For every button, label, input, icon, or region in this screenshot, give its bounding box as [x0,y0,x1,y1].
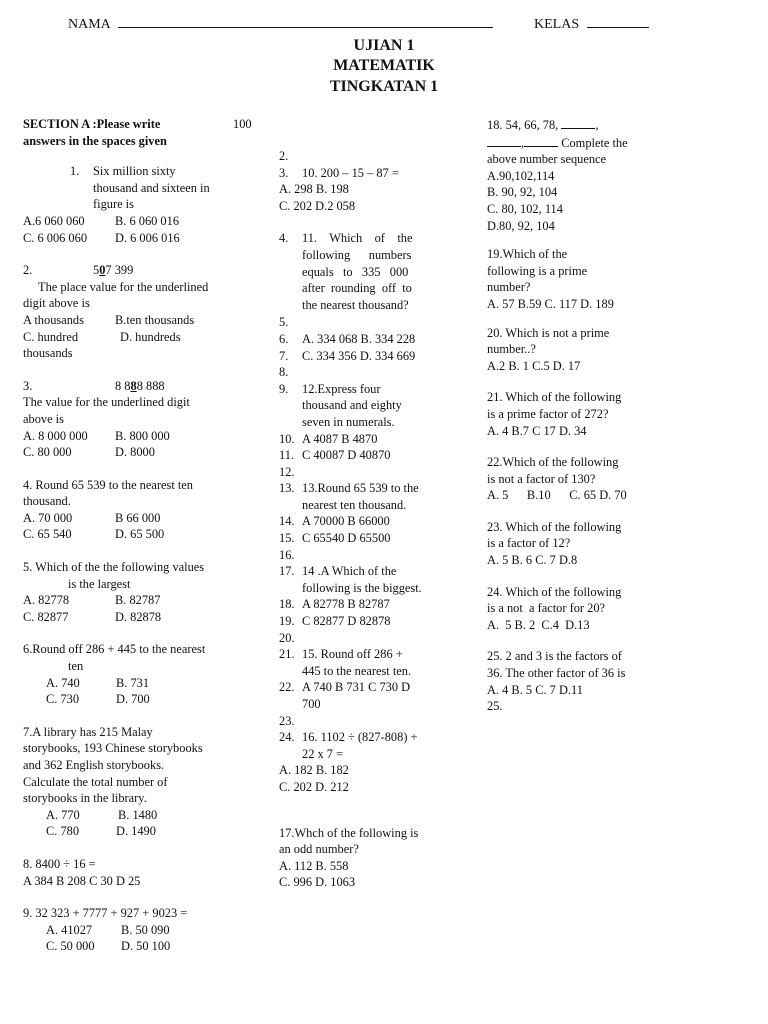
question-1: 1. Six million sixty thousand and sixteen in figure is A.6 060 060 B. 6 060 016 C. 6 006 060 D. 6 006 016 [23,163,261,246]
question-22 [487,454,645,504]
name-field-row [68,15,493,34]
q13-text-line2: nearest ten thousand. [302,497,407,512]
q14-options-cd: C 82877 D 82878 [302,614,391,629]
q7-option-c: C. 780 [46,824,80,839]
q1-text-line1: Six million sixty [93,164,176,179]
q2-option-a: A thousands [23,312,84,327]
q6-option-c: C. 730 [46,692,80,707]
q6-text-line2: ten [68,659,84,674]
question-2: 2. 507 399 The place value for the underlined digit above is A thousands B.ten thousands C. hundred thousands D. hundreds [23,262,261,362]
q9-option-d: D. 50 100 [121,939,171,954]
q19-text-line2: following is a prime [487,263,588,278]
q1-option-b: B. 6 060 016 [115,213,180,228]
q18-text-line3: above number sequence [487,152,607,167]
q15-options-line2: 700 [302,697,321,711]
q2-number: 507 399 [93,263,134,278]
q9-option-b: B. 50 090 [121,922,170,937]
q23-options: A. 5 B. 6 C. 7 D.8 [487,553,578,568]
q17-options-ab: A. 112 B. 558 [279,858,349,873]
q2-option-c: C. hundred thousands [23,329,79,361]
q6-text-line1: 6.Round off 286 + 445 to the nearest [23,642,206,657]
q24-text-line1: 24. Which of the following [487,584,622,599]
item-20: 20. [279,630,295,645]
form-title: TINGKATAN 1 [329,78,439,95]
q12-text-line3: seven in numerals. [302,414,395,429]
item-9: 9. 12.Express four thousand and eighty seven in numerals. [279,381,442,431]
question-25 [487,648,645,714]
q24-options: A. 5 B. 2 C.4 D.13 [487,617,590,632]
q18-text-line1: 18. 54, 66, 78, [487,118,559,132]
item-8: 8. [279,365,289,380]
item-4: 4. 11. Which of the following numbers equals to 335 000 after rounding off to the nearest thousand? [279,230,442,313]
item-22: 22. A 740 B 731 C 730 D 700 [279,679,442,712]
q22-text-line2: is not a factor of 130? [487,471,596,486]
q18-option-d: D.80, 92, 104 [487,218,555,233]
question-24 [487,584,645,634]
q4-option-d: D. 65 500 [115,527,165,542]
q13-options-ab: A 70000 B 66000 [302,514,390,529]
q13-text-line1: 13.Round 65 539 to the [302,481,419,496]
q7-text-line2: storybooks, 193 Chinese storybooks [23,741,203,756]
question-19 [487,246,645,312]
q14-text-line2: following is the biggest. [302,580,422,595]
q9-option-a: A. 41027 [46,922,93,937]
q11-text-line1: 11. Which of the [302,231,413,246]
q3-option-c: C. 80 000 [23,445,72,460]
q15-text-line2: 445 to the nearest ten. [302,663,412,678]
item-12: 12. [279,464,295,479]
q2-text-line1: The place value for the underlined [38,279,209,294]
class-blank-line [587,15,649,28]
q12-text-line2: thousand and eighty [302,398,402,413]
q18-option-c: C. 80, 102, 114 [487,201,563,216]
item-3: 3. 10. 200 – 15 – 87 = [279,165,442,182]
q6-option-b: B. 731 [116,675,150,690]
section-a-heading [23,116,261,133]
question-21 [487,389,645,439]
q7-text-line5: storybooks in the library. [23,791,147,806]
q13-options-cd: C 65540 D 65500 [302,531,391,546]
q8-text: 8. 8400 ÷ 16 = [23,856,96,871]
question-17 [279,825,442,891]
question-18: 18. 54, 66, 78, , , Complete the above number sequence A.90,102,114 B. 90, 92, 104 C. 80, 102, 114 D.80, 92, 104 [487,116,645,234]
column-right [487,116,645,715]
q18-option-b: B. 90, 92, 104 [487,185,558,200]
q11-text-line2: following numbers [302,247,412,262]
q16-text-line1: 16. 1102 ÷ (827-808) + [302,730,418,745]
q1-option-d: D. 6 006 016 [115,230,180,245]
q21-text-line2: is a prime factor of 272? [487,406,609,421]
q4-option-c: C. 65 540 [23,527,72,542]
q16-text-line2: 22 x 7 = [302,746,344,761]
q18-blank-2 [487,134,521,147]
q23-text-line1: 23. Which of the following [487,519,622,534]
q8-options: A 384 B 208 C 30 D 25 [23,873,141,888]
question-9 [23,905,261,955]
item-2: 2. [279,149,289,163]
q5-option-a: A. 82778 [23,593,70,608]
q2-option-b: B.ten thousands [115,312,195,327]
q6-option-a: A. 740 [46,675,80,690]
q11-options-cd: C. 334 356 D. 334 669 [302,348,416,363]
q16-options-ab: A. 182 B. 182 [279,763,349,778]
q23-text-line2: is a factor of 12? [487,536,571,551]
q7-option-a: A. 770 [46,807,80,822]
q5-text-line1: 5. Which of the the following values [23,560,205,575]
q17-text-line1: 17.Whch of the following is [279,825,419,840]
question-7 [23,724,261,840]
q22-options: A. 5 B.10 C. 65 D. 70 [487,488,627,503]
q2-text-line2: digit above is [23,296,90,311]
q11-options-ab: A. 334 068 B. 334 228 [302,331,416,346]
q4-text-line1: 4. Round 65 539 to the nearest ten [23,477,193,492]
item-13: 13. 13.Round 65 539 to the nearest ten thousand. [279,480,442,513]
item-23: 23. [279,713,295,728]
q15-options-line1: A 740 B 731 C 730 D [302,680,411,695]
item-21: 21. 15. Round off 286 + 445 to the nearest ten. [279,646,442,679]
q12-options-cd: C 40087 D 40870 [302,448,391,463]
q16-options-cd: C. 202 D. 212 [279,779,349,794]
total-score: 100 [233,117,252,131]
class-field-row [534,15,649,34]
question-23 [487,519,645,569]
q22-text-line1: 22.Which of the following [487,455,619,470]
exam-title: UJIAN 1 [353,37,415,54]
q7-option-d: D. 1490 [116,824,156,839]
q18-blank-3 [524,134,558,147]
q4-text-line2: thousand. [23,494,71,509]
column-left [23,116,261,955]
q11-text-line3: equals to 335 000 [302,264,409,279]
q7-text-line4: Calculate the total number of [23,774,168,789]
q20-options: A.2 B. 1 C.5 D. 17 [487,358,581,373]
q1-option-a: A.6 060 060 [23,213,85,228]
q15-text-line1: 15. Round off 286 + [302,647,403,662]
q1-option-c: C. 6 006 060 [23,230,88,245]
section-a-instruction: answers in the spaces given [23,133,167,148]
q2-underlined-digit: 0 [99,263,106,278]
q25-text-line2: 36. The other factor of 36 is [487,666,626,681]
q3-option-d: D. 8000 [115,445,155,460]
item-25: 25. [487,699,503,714]
item-17: 17. 14 .A Which of the following is the biggest. [279,563,442,596]
q17-text-line2: an odd number? [279,842,359,857]
q3-underlined-digit: 8 [130,378,137,393]
q21-text-line1: 21. Which of the following [487,390,622,405]
q11-text-line5: the nearest thousand? [302,297,409,312]
q3-option-a: A. 8 000 000 [23,428,88,443]
q9-option-c: C. 50 000 [46,939,95,954]
q25-text-line1: 25. 2 and 3 is the factors of [487,649,622,664]
q19-text-line3: number? [487,280,531,295]
q18-text-line2: Complete the [561,135,628,150]
question-4 [23,477,261,543]
class-label: KELAS [534,17,580,32]
q2-option-d: D. hundreds [120,329,181,344]
q3-text-line2: above is [23,411,64,426]
q12-text-line1: 12.Express four [302,381,381,396]
item-5: 5. [279,315,289,330]
q14-options-ab: A 82778 B 82787 [302,597,390,612]
q18-blank-1 [561,116,595,129]
q19-text-line1: 19.Which of the [487,247,568,262]
q14-text-line1: 14 .A Which of the [302,564,397,579]
question-6 [23,641,261,707]
q6-option-d: D. 700 [116,692,150,707]
q3-option-b: B. 800 000 [115,428,170,443]
q7-option-b: B. 1480 [118,807,158,822]
question-5 [23,559,261,625]
q5-option-b: B. 82787 [115,593,161,608]
item-24: 24. 16. 1102 ÷ (827-808) + 22 x 7 = [279,729,442,762]
q3-text-line1: The value for the underlined digit [23,395,190,410]
q4-option-b: B 66 000 [115,510,161,525]
column-middle: 2. 3. 10. 200 – 15 – 87 = A. 298 B. 198 C. 202 D.2 058 4. 11. Which of the following numbers equals to 335 000 after rounding off to the nearest thousand? 5. 6. A. 334 068 B. 334 228 7. C. 334 356 D. 334 669 8. 9. 12.Express four thousand and eighty seven in numerals. 10. A 4087 B 4870 11. C 40087 D 40870 12. 13. 13.Round 65 539 to the nearest ten thousand. 14. A 70000 B 66000 15. C 65540 D 65500 16. 17. 14 .A Which of the following is the biggest. 18. A 82778 B 82787 19. C 82877 D 82878 20. 21. 15. Round off 286 + 445 to the nearest ten. 22. A 740 B 731 C 730 D 700 23. 24. 16. 1102 ÷ (827-808) + 22 x 7 = A. 182 B. 182 C. 202 D. 212 17.Whch of the following is an odd number? A. 112 B. 558 C. 996 D. 1063 [279,148,442,891]
section-a-title: SECTION A :Please write [23,117,161,131]
q5-option-d: D. 82878 [115,609,162,624]
question-20 [487,325,645,375]
q1-text-line3: figure is [93,197,134,212]
q11-text-line4: after rounding off to [302,281,412,296]
q19-options: A. 57 B.59 C. 117 D. 189 [487,296,614,311]
name-label: NAMA [68,17,111,32]
q4-option-a: A. 70 000 [23,510,73,525]
item-16: 16. [279,547,295,562]
q12-options-ab: A 4087 B 4870 [302,431,378,446]
q24-text-line2: is a not a factor for 20? [487,601,606,616]
q1-text-line2: thousand and sixteen in [93,180,210,195]
q17-options-cd: C. 996 D. 1063 [279,875,356,890]
q21-options: A. 4 B.7 C 17 D. 34 [487,423,587,438]
q3-number: 8 888 888 [115,378,165,393]
q20-text-line2: number..? [487,342,536,357]
q10-options-ab: A. 298 B. 198 [279,182,349,197]
q5-text-line2: is the largest [68,576,131,591]
q10-options-cd: C. 202 D.2 058 [279,198,356,213]
q10-text: 10. 200 – 15 – 87 = [302,165,399,180]
q7-text-line1: 7.A library has 215 Malay [23,724,153,739]
subject-title: MATEMATIK [333,57,435,74]
question-8 [23,856,261,889]
name-blank-line [118,15,493,28]
q7-text-line3: and 362 English storybooks. [23,758,165,772]
q20-text-line1: 20. Which is not a prime [487,325,610,340]
q9-text: 9. 32 323 + 7777 + 927 + 9023 = [23,906,188,921]
question-3: 3. 8 888 888 The value for the underlined digit above is A. 8 000 000 B. 800 000 C. 80 000 D. 8000 [23,378,261,461]
q5-option-c: C. 82877 [23,609,69,624]
q25-options: A. 4 B. 5 C. 7 D.11 [487,682,583,697]
q18-option-a: A.90,102,114 [487,168,555,183]
